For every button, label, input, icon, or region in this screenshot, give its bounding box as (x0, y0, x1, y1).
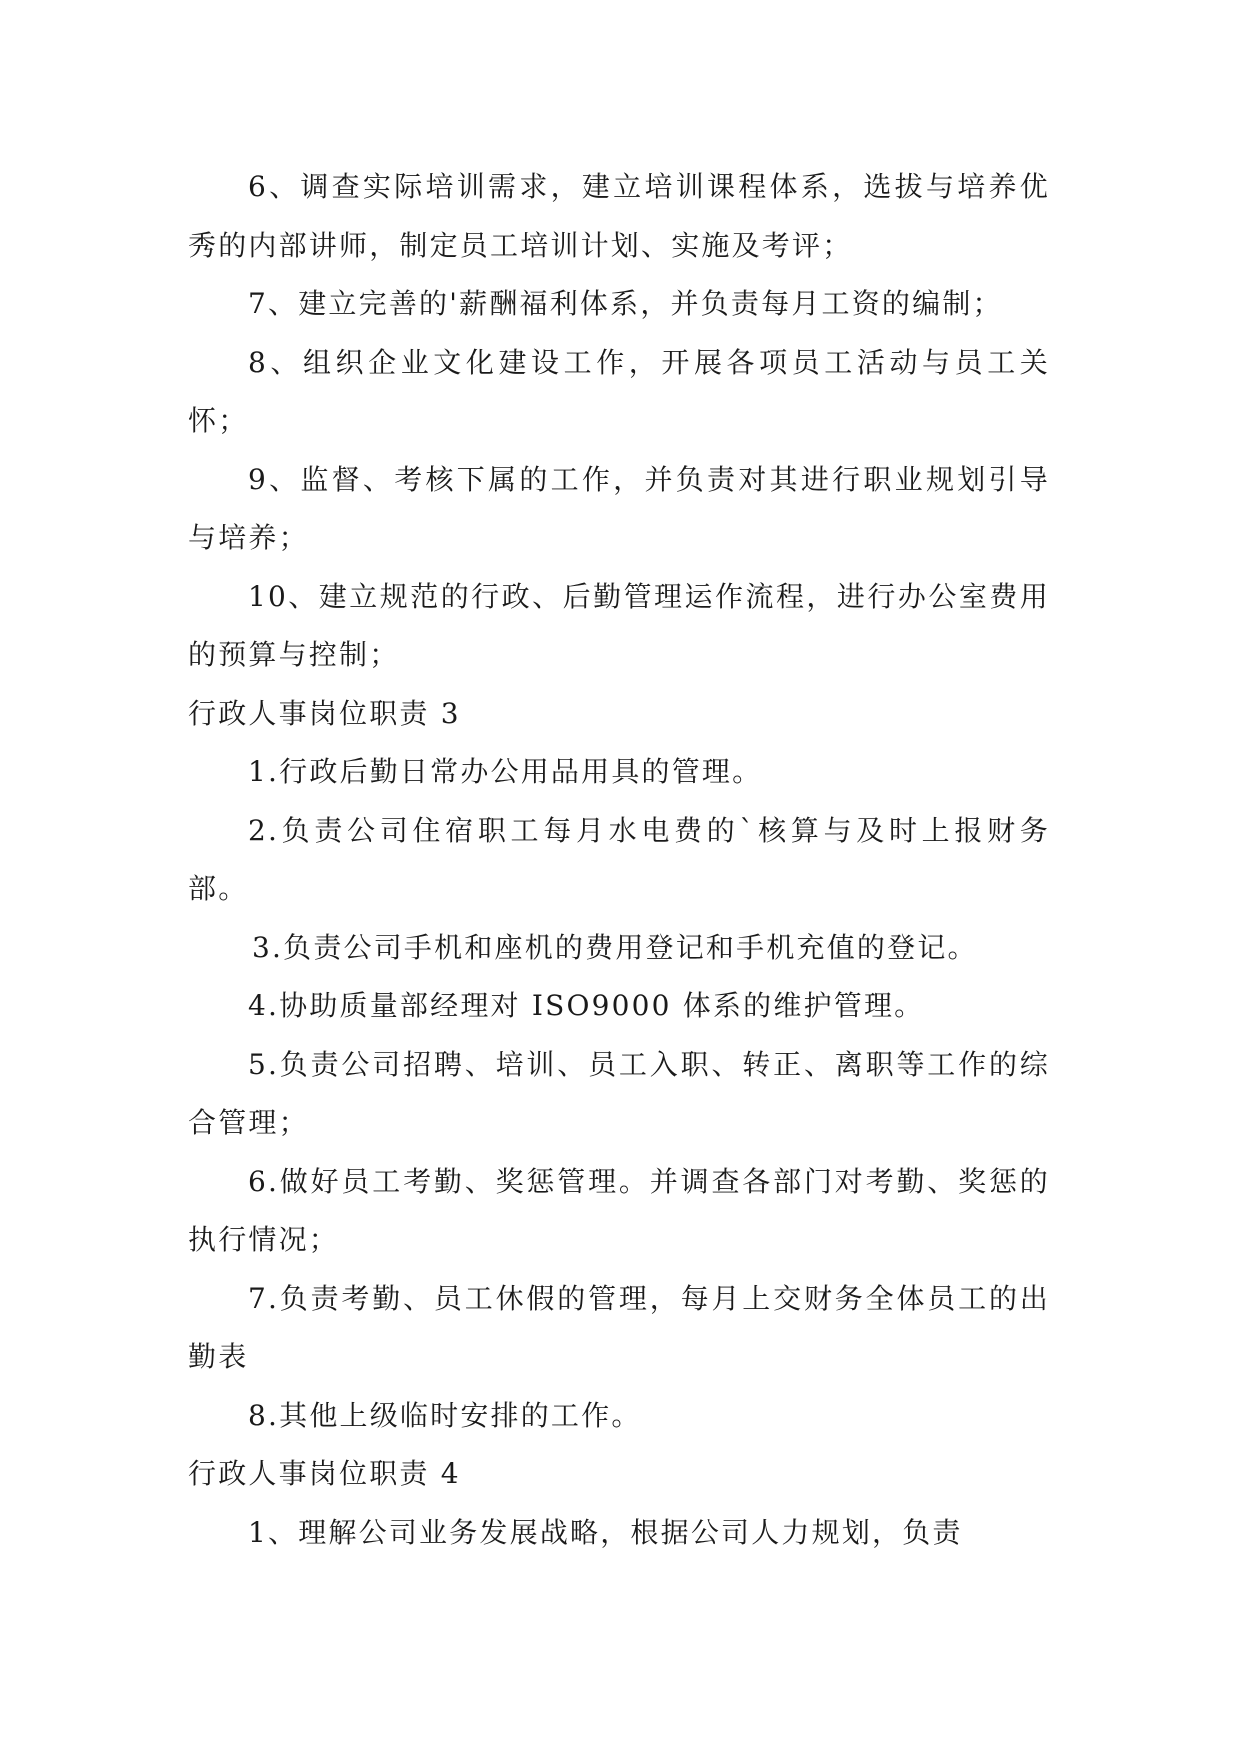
paragraph-s3-item-1: 1.行政后勤日常办公用品用具的管理。 (248, 755, 763, 788)
paragraph-s3-item-7: 7.负责考勤、员工休假的管理，每月上交财务全体员工的出勤表 (188, 1281, 1050, 1373)
paragraph-s3-item-2: 2.负责公司住宿职工每月水电费的`核算与及时上报财务部。 (188, 813, 1050, 905)
paragraph-s3-item-8: 8.其他上级临时安排的工作。 (248, 1398, 642, 1432)
paragraph-s3-item-4: 4.协助质量部经理对 ISO9000 体系的维护管理。 (248, 989, 925, 1022)
paragraph-item-10-admin-process: 10、建立规范的行政、后勤管理运作流程，进行办公室费用的预算与控制； (188, 579, 1050, 671)
paragraph-s4-item-1: 1、理解公司业务发展战略，根据公司人力规划，负责 (248, 1515, 963, 1549)
document-body (188, 158, 1050, 1562)
paragraph-item-7-salary: 7、建立完善的'薪酬福利体系，并负责每月工资的编制； (248, 287, 1003, 320)
paragraph-item-9-supervision: 9、监督、考核下属的工作，并负责对其进行职业规划引导与培养； (188, 462, 1050, 554)
section-heading-4: 行政人事岗位职责 4 (188, 1457, 461, 1490)
paragraph-s3-item-6: 6.做好员工考勤、奖惩管理。并调查各部门对考勤、奖惩的执行情况； (188, 1164, 1050, 1256)
section-heading-3: 行政人事岗位职责 3 (188, 696, 461, 730)
paragraph-s3-item-3: 3.负责公司手机和座机的费用登记和手机充值的登记。 (252, 930, 978, 964)
paragraph-item-8-culture: 8、组织企业文化建设工作，开展各项员工活动与员工关怀； (188, 345, 1050, 437)
paragraph-item-6-training: 6、调查实际培训需求，建立培训课程体系，选拔与培养优秀的内部讲师，制定员工培训计划、实施及考评； (188, 170, 1050, 262)
paragraph-s3-item-5: 5.负责公司招聘、培训、员工入职、转正、离职等工作的综合管理； (188, 1047, 1050, 1139)
